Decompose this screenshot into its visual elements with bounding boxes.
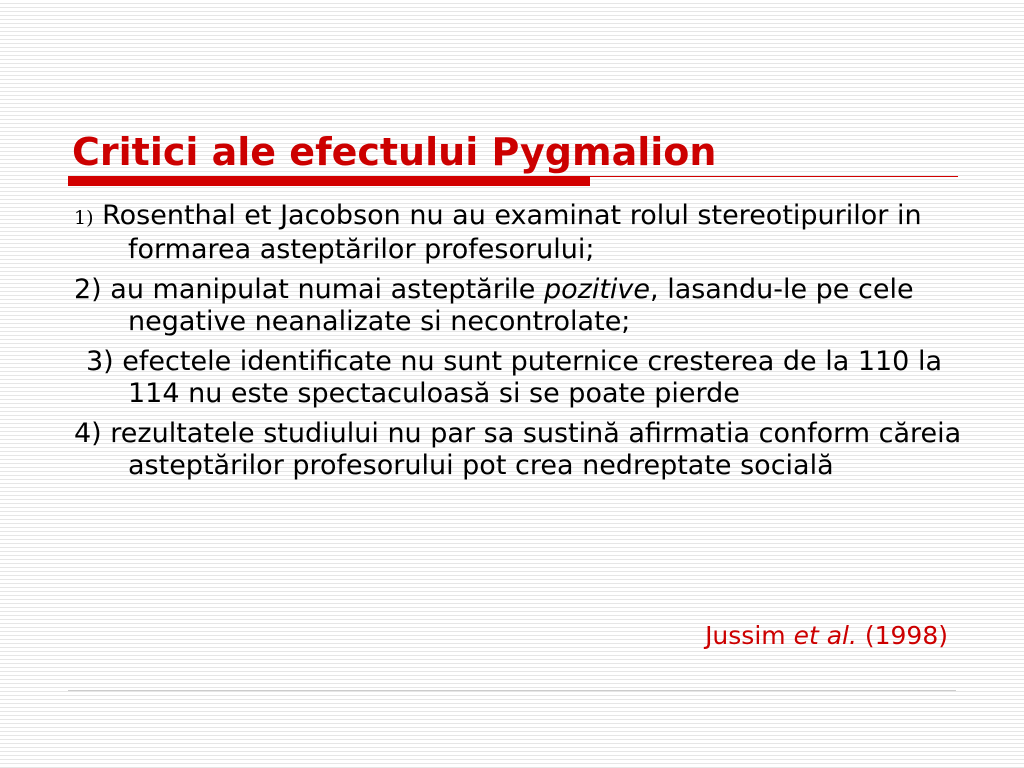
list-item-3 (74, 346, 964, 410)
item-text-2-before: au manipulat numai asteptările (101, 274, 545, 305)
criticism-list (74, 200, 964, 490)
citation-etal: et al. (793, 621, 857, 650)
slide-title: Critici ale efectului Pygmalion (72, 130, 717, 174)
list-item-1 (74, 200, 964, 266)
citation (705, 620, 948, 652)
footer-divider (68, 690, 956, 691)
item-number-3: 3) (86, 346, 114, 377)
list-item-4 (74, 418, 964, 482)
item-number-1: 1) (74, 207, 94, 229)
item-text-1: Rosenthal et Jacobson nu au examinat rolul stereotipurilor in formarea asteptărilor profesorului; (93, 200, 922, 265)
citation-author: Jussim (705, 621, 794, 650)
item-text-4: rezultatele studiului nu par sa sustină afirmatia conform căreia asteptărilor profesorului pot crea nedreptate socială (101, 418, 962, 481)
citation-year: (1998) (856, 621, 948, 650)
item-text-2-after: , lasandu-le pe cele negative neanalizate si necontrolate; (128, 274, 914, 337)
item-number-2: 2) (74, 274, 102, 305)
title-underline-bar (68, 176, 590, 186)
item-number-4: 4) (74, 418, 102, 449)
item-text-2-emphasis: pozitive (544, 274, 651, 305)
list-item-2 (74, 274, 964, 338)
title-underline-rule (590, 176, 958, 177)
item-text-3: efectele identificate nu sunt puternice cresterea de la 110 la 114 nu este spectaculoasă si se poate pierde (113, 346, 942, 409)
